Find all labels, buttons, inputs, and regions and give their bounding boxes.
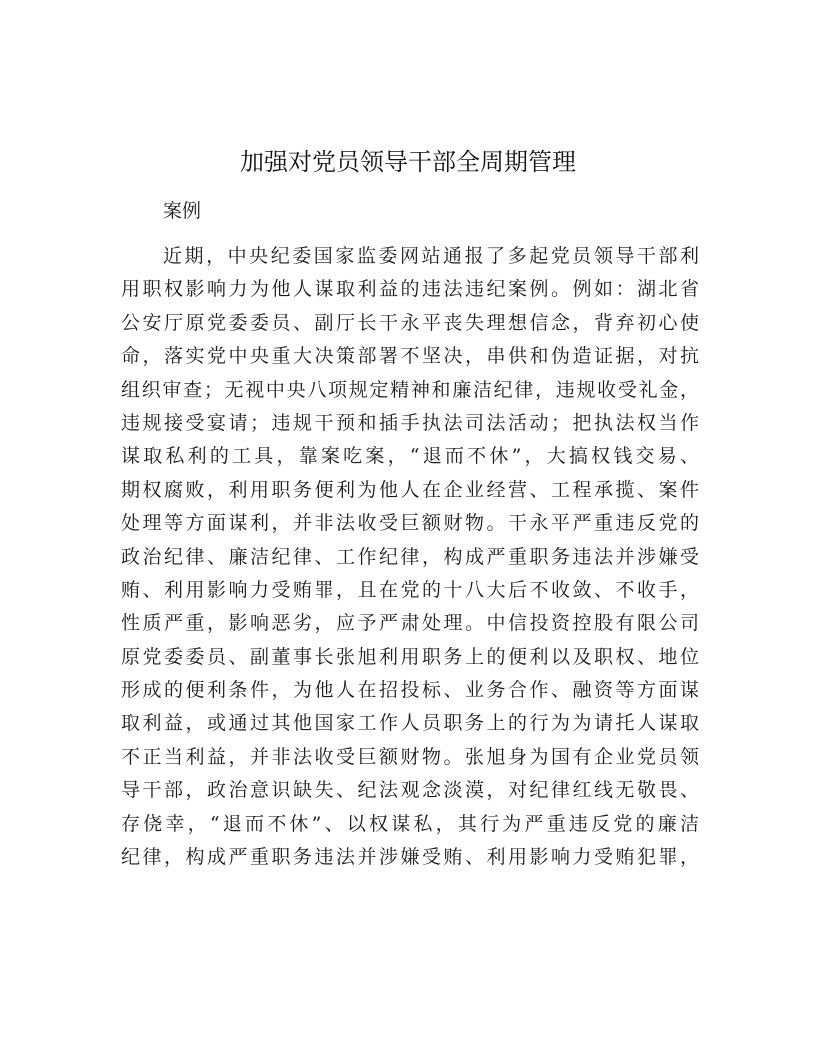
paragraph-line: 存侥幸，“退而不休”、以权谋私，其行为严重违反党的廉洁 [121,812,699,835]
paragraph-line: 处理等方面谋利，并非法收受巨额财物。干永平严重违反党的 [121,512,699,535]
paragraph-line: 用职权影响力为他人谋取利益的违法违纪案例。例如：湖北省 [121,278,699,301]
paragraph-line: 不正当利益，并非法收受巨额财物。张旭身为国有企业党员领 [121,745,699,768]
paragraph-line: 性质严重，影响恶劣，应予严肃处理。中信投资控股有限公司 [121,612,699,635]
body-paragraph [121,240,699,874]
paragraph-line: 贿、利用影响力受贿罪，且在党的十八大后不收敛、不收手， [121,578,699,601]
paragraph-line: 近期，中央纪委国家监委网站通报了多起党员领导干部利 [163,245,699,267]
document-title: 加强对党员领导干部全周期管理 [240,148,576,176]
paragraph-line: 政治纪律、廉洁纪律、工作纪律，构成严重职务违法并涉嫌受 [121,545,699,568]
paragraph-line: 导干部，政治意识缺失、纪法观念淡漠，对纪律红线无敬畏、 [121,779,699,802]
paragraph-line: 组织审查；无视中央八项规定精神和廉洁纪律，违规收受礼金， [121,378,699,401]
paragraph-line: 谋取私利的工具，靠案吃案，“退而不休”，大搞权钱交易、 [121,445,699,468]
paragraph-line: 期权腐败，利用职务便利为他人在企业经营、工程承揽、案件 [121,478,699,501]
paragraph-line: 形成的便利条件，为他人在招投标、业务合作、融资等方面谋 [121,679,699,702]
paragraph-line: 违规接受宴请；违规干预和插手执法司法活动；把执法权当作 [121,411,699,434]
paragraph-line: 原党委委员、副董事长张旭利用职务上的便利以及职权、地位 [121,645,699,668]
paragraph-line: 纪律，构成严重职务违法并涉嫌受贿、利用影响力受贿犯罪， [121,846,699,869]
paragraph-line: 命，落实党中央重大决策部署不坚决，串供和伪造证据，对抗 [121,345,699,368]
section-label: 案例 [163,200,202,222]
paragraph-line: 公安厅原党委委员、副厅长干永平丧失理想信念，背弃初心使 [121,311,699,334]
paragraph-line: 取利益，或通过其他国家工作人员职务上的行为为请托人谋取 [121,712,699,735]
